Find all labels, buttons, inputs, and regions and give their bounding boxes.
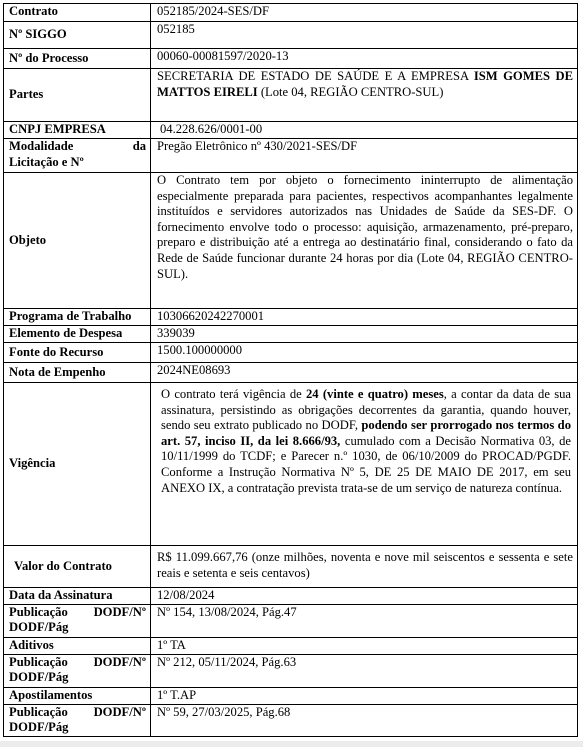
value-publicacao-2: Nº 212, 05/11/2024, Pág.63: [151, 654, 578, 687]
row-publicacao-1: [4, 604, 578, 637]
publicacao-3-label-c: DODF/Pág: [9, 720, 69, 735]
value-aditivos: 1º TA: [151, 637, 578, 654]
modalidade-label-c: Licitação e Nº: [9, 154, 84, 169]
label-contrato: Contrato: [4, 4, 151, 22]
label-siggo: Nº SIGGO: [4, 22, 151, 49]
vigencia-term: 24 (vinte e quatro) meses: [306, 387, 444, 401]
row-contrato: [4, 4, 578, 22]
label-apostilamentos: Apostilamentos: [4, 687, 151, 704]
label-publicacao-1: [4, 604, 151, 637]
vigencia-text-2: , a contar da data de sua assinatura, persistindo as obrigações decorrentes da garantia, quando houver, sendo seu extrato publicado no DODF,: [161, 387, 571, 433]
publicacao-1-label-a: Publicação: [9, 604, 68, 619]
label-aditivos: Aditivos: [4, 637, 151, 654]
row-assinatura: [4, 588, 578, 605]
publicacao-3-label-b: DODF/Nº: [93, 704, 146, 719]
value-programa: 10306620242270001: [151, 309, 578, 326]
value-objeto: O Contrato tem por objeto o fornecimento ininterrupto de alimentação especialmente preparada para pacientes, respectivos acompanhantes legalmente instituídos e servidores autorizados nas Unidades de Saúde da SES-DF. O fornecimento envolve todo o processo: aquisição, armazenamento, pré-preparo, preparo e distribuição até a entrega ao destinatário final, considerando o fato da Rede de Saúde funcionar durante 24 horas por dia (Lote 04, REGIÃO CENTRO-SUL).: [151, 173, 578, 309]
label-valor: Valor do Contrato: [4, 546, 151, 588]
row-processo: [4, 49, 578, 69]
publicacao-1-label-c: DODF/Pág: [9, 620, 69, 635]
value-processo: 00060-00081597/2020-13: [151, 49, 578, 69]
row-publicacao-3: [4, 704, 578, 736]
row-publicacao-2: [4, 654, 578, 687]
row-objeto: [4, 173, 578, 309]
partes-prefix: SECRETARIA DE ESTADO DE SAÚDE E A EMPRESA: [157, 69, 474, 83]
label-vigencia: Vigência: [4, 383, 151, 546]
publicacao-2-label-b: DODF/Nº: [93, 654, 146, 669]
contract-summary-table: [3, 3, 578, 737]
publicacao-1-label-b: DODF/Nº: [93, 604, 146, 619]
row-partes: [4, 69, 578, 122]
label-programa: Programa de Trabalho: [4, 309, 151, 326]
partes-company: ISM GOMES DE MATTOS EIRELI: [157, 69, 573, 99]
modalidade-label-b: da: [132, 139, 146, 153]
publicacao-2-label-a: Publicação: [9, 654, 68, 669]
value-modalidade: Pregão Eletrônico nº 430/2021-SES/DF: [151, 139, 578, 173]
label-modalidade: [4, 139, 151, 173]
value-publicacao-1: Nº 154, 13/08/2024, Pág.47: [151, 604, 578, 637]
value-valor: R$ 11.099.667,76 (onze milhões, noventa e nove mil seiscentos e sessenta e sete reais e setenta e seis centavos): [151, 546, 578, 588]
value-siggo: 052185: [151, 22, 578, 49]
row-empenho: [4, 363, 578, 383]
value-elemento: 339039: [151, 326, 578, 343]
row-cnpj: [4, 122, 578, 139]
value-contrato: 052185/2024-SES/DF: [151, 4, 578, 22]
vigencia-text-3: cumulado com a Decisão Normativa 03, de 10/11/1999 do TCDF; e Parecer n.º 1030, de 06/10/2009 do PROCAD/PGDF. Conforme a Instrução Normativa Nº 5, DE 25 DE MAIO DE 2017, em seu ANEXO IX, a contratação prevista trata-se de um serviço de natureza contínua.: [161, 433, 571, 495]
partes-suffix: (Lote 04, REGIÃO CENTRO-SUL): [257, 84, 444, 99]
value-cnpj: 04.228.626/0001-00: [151, 122, 578, 139]
label-objeto: Objeto: [4, 173, 151, 309]
label-cnpj: CNPJ EMPRESA: [4, 122, 151, 139]
row-valor: [4, 546, 578, 588]
label-publicacao-3: [4, 704, 151, 736]
value-empenho: 2024NE08693: [151, 363, 578, 383]
publicacao-3-label-a: Publicação: [9, 704, 68, 719]
row-programa: [4, 309, 578, 326]
value-assinatura: 12/08/2024: [151, 588, 578, 605]
value-publicacao-3: Nº 59, 27/03/2025, Pág.68: [151, 704, 578, 736]
row-aditivos: [4, 637, 578, 654]
value-fonte: 1500.100000000: [151, 343, 578, 363]
value-apostilamentos: 1º T.AP: [151, 687, 578, 704]
value-vigencia: [151, 383, 578, 546]
modalidade-label-a: Modalidade: [9, 139, 74, 153]
row-apostilamentos: [4, 687, 578, 704]
row-modalidade: [4, 139, 578, 173]
page-bottom-band: [0, 741, 583, 747]
row-fonte: [4, 343, 578, 363]
label-assinatura: Data da Assinatura: [4, 588, 151, 605]
label-processo: Nº do Processo: [4, 49, 151, 69]
publicacao-2-label-c: DODF/Pág: [9, 670, 69, 685]
label-partes: Partes: [4, 69, 151, 122]
row-siggo: [4, 22, 578, 49]
row-vigencia: [4, 383, 578, 546]
label-fonte: Fonte do Recurso: [4, 343, 151, 363]
label-elemento: Elemento de Despesa: [4, 326, 151, 343]
row-elemento: [4, 326, 578, 343]
label-empenho: Nota de Empenho: [4, 363, 151, 383]
vigencia-text-1: O contrato terá vigência de: [161, 387, 306, 401]
label-publicacao-2: [4, 654, 151, 687]
value-partes: [151, 69, 578, 122]
vigencia-extension-clause: podendo ser prorrogado nos termos do art. 57, inciso II, da lei 8.666/93,: [161, 418, 571, 448]
